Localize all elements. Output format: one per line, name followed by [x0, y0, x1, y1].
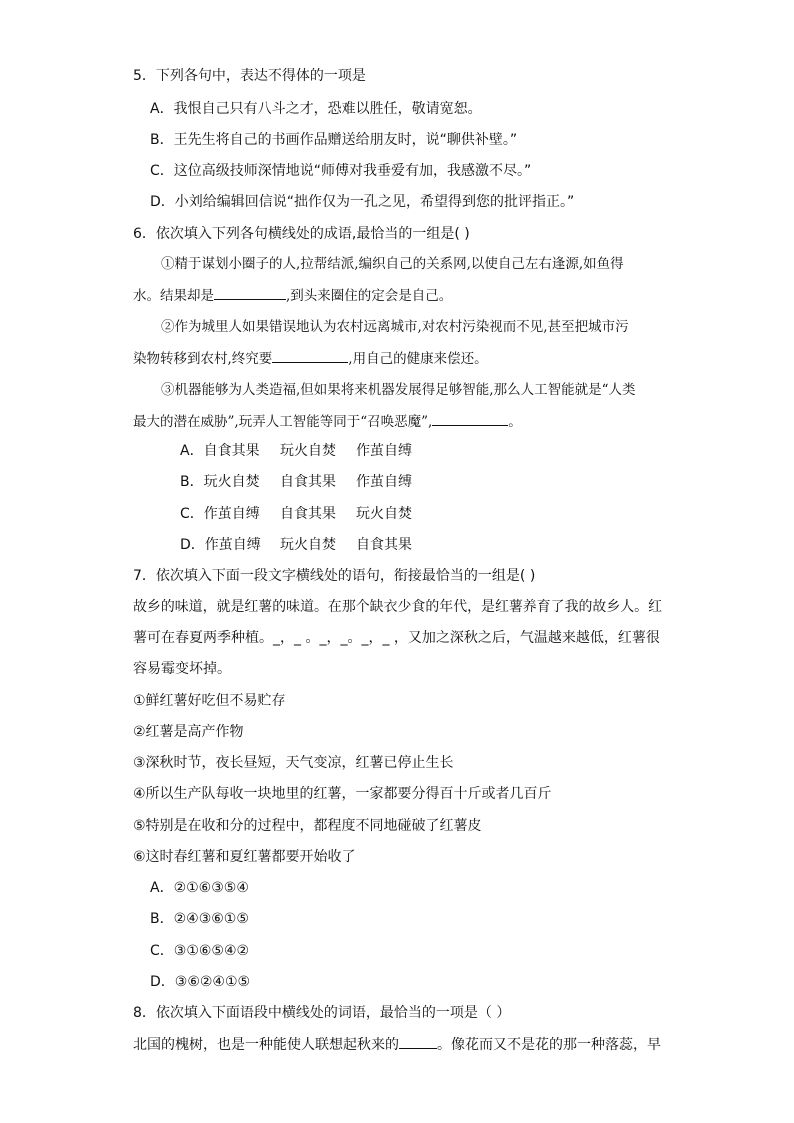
- q6-sentence-3-line-2: 最大的潜在威胁”,玩弄人工智能等同于“召唤恶魔”, 。: [133, 414, 522, 430]
- q8-stem: 8．依次填入下面语段中横线处的词语，最恰当的一项是（ ）: [133, 1005, 511, 1021]
- q7-item-5: ⑤特别是在收和分的过程中，都程度不同地碰破了红薯皮: [133, 818, 482, 834]
- q6-option-d: D．作茧自缚 玩火自焚 自食其果: [180, 537, 412, 553]
- q7-item-3: ③深秋时节，夜长昼短，天气变凉，红薯已停止生长: [133, 755, 454, 771]
- q7-item-2: ②红薯是高产作物: [133, 724, 244, 740]
- answer-blank: [272, 349, 348, 363]
- q5-option-d: D．小刘给编辑回信说“拙作仅为一孔之见，希望得到您的批评指正。”: [150, 194, 575, 210]
- q6-sentence-3-line-1: ③机器能够为人类造福,但如果将来机器发展得足够智能,那么人工智能就是“人类: [161, 382, 636, 398]
- q7-stem: 7．依次填入下面一段文字横线处的语句，衔接最恰当的一组是( ): [133, 568, 536, 584]
- q7-option-d: D．③⑥②④①⑤: [150, 974, 251, 990]
- q5-option-c: C．这位高级技师深情地说“师傅对我垂爱有加，我感激不尽。”: [150, 163, 532, 179]
- q5-stem: 5．下列各句中，表达不得体的一项是: [133, 68, 366, 84]
- q7-option-c: C．③①⑥⑤④②: [150, 943, 250, 959]
- q6-sentence-2-line-1: ②作为城里人如果错误地认为农村远离城市,对农村污染视而不见,甚至把城市污: [161, 319, 629, 335]
- answer-blank: [399, 1035, 437, 1049]
- q7-option-b: B．②④③⑥①⑤: [150, 911, 249, 927]
- q7-option-a: A．②①⑥③⑤④: [150, 880, 249, 896]
- q7-item-4: ④所以生产队每收一块地里的红薯，一家都要分得百十斤或者几百斤: [133, 786, 552, 802]
- q6-option-b: B．玩火自焚 自食其果 作茧自缚: [180, 474, 412, 490]
- q7-item-6: ⑥这时春红薯和夏红薯都要开始收了: [133, 849, 356, 865]
- q6-stem: 6．依次填入下列各句横线处的成语,最恰当的一组是( ): [133, 226, 470, 242]
- q5-option-b: B．王先生将自己的书画作品赠送给朋友时，说“聊供补壁。”: [150, 132, 518, 148]
- q8-passage-line-1: 北国的槐树，也是一种能使人联想起秋来的 。像花而又不是花的那一种落蕊，早: [133, 1037, 661, 1053]
- q7-passage-line-2: 薯可在春夏两季种植。_，_ 。_，_。_，_ ，又加之深秋之后，气温越来越低，红薯很: [133, 630, 660, 646]
- q7-passage-line-3: 容易霉变坏掉。: [133, 661, 231, 677]
- q7-item-1: ①鲜红薯好吃但不易贮存: [133, 693, 286, 709]
- answer-blank: [214, 286, 286, 300]
- q6-sentence-1-line-2: 水。结果却是 ,到头来圈住的定会是自己。: [133, 288, 453, 304]
- answer-blank: [432, 412, 508, 426]
- q6-option-c: C．作茧自缚 自食其果 玩火自焚: [180, 506, 412, 522]
- q6-option-a: A．自食其果 玩火自焚 作茧自缚: [180, 443, 412, 459]
- q7-passage-line-1: 故乡的味道，就是红薯的味道。在那个缺衣少食的年代，是红薯养育了我的故乡人。红: [133, 599, 663, 615]
- q5-option-a: A．我恨自己只有八斗之才，恐难以胜任，敬请宽恕。: [150, 101, 482, 117]
- q6-sentence-1-line-1: ①精于谋划小圈子的人,拉帮结派,编织自己的关系网,以使自己左右逢源,如鱼得: [161, 256, 624, 272]
- q6-sentence-2-line-2: 染物转移到农村,终究要 ,用自己的健康来偿还。: [133, 351, 488, 367]
